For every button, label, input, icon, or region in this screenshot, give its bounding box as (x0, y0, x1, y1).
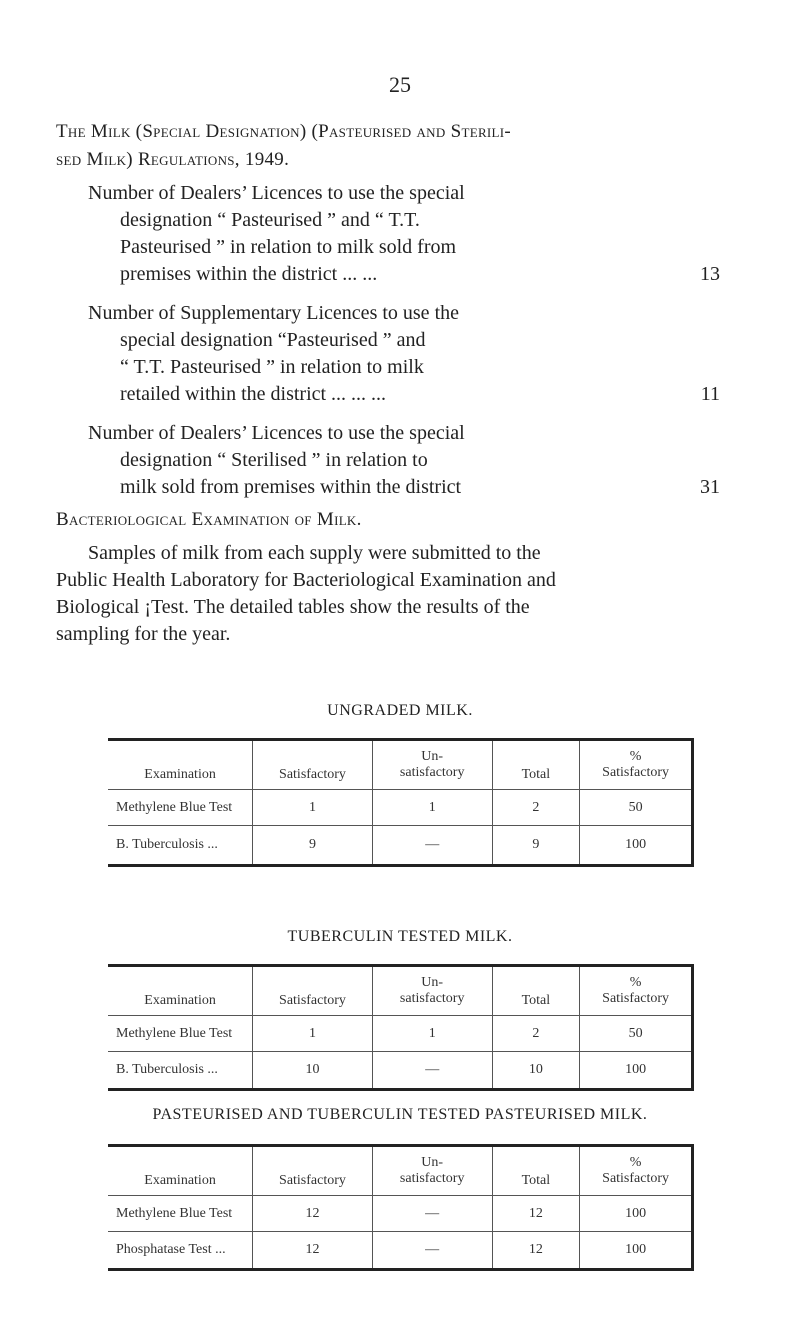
licence-item-text: milk sold from premises within the district (120, 476, 462, 498)
ungraded-milk-table (108, 738, 694, 867)
licence-item (88, 180, 720, 288)
table-cell: 1 (372, 790, 492, 826)
table-cell: 12 (253, 1196, 373, 1232)
table-cell: 100 (580, 1232, 693, 1270)
table-cell: 2 (492, 1016, 580, 1052)
regulations-heading-line: sed Milk) Regulations, 1949. (56, 149, 290, 170)
table-cell: Methylene Blue Test (108, 1016, 253, 1052)
table-row (108, 1232, 693, 1270)
paragraph-line: Samples of milk from each supply were submitted to the (88, 542, 541, 564)
table-cell: 10 (253, 1052, 373, 1090)
table-cell: 100 (580, 826, 693, 866)
table-cell: 1 (372, 1016, 492, 1052)
table-cell: B. Tuberculosis ... (108, 826, 253, 866)
licence-count: 11 (700, 383, 720, 405)
column-header: Total (492, 740, 580, 790)
table-row (108, 790, 693, 826)
column-header: Un- satisfactory (372, 966, 492, 1016)
table-row (108, 826, 693, 866)
licence-item-line: special designation “Pasteurised ” and (120, 329, 426, 351)
bacteriological-paragraph (56, 540, 776, 648)
table-cell: 1 (253, 1016, 373, 1052)
table-caption: UNGRADED MILK. (327, 702, 473, 719)
table-cell: 50 (580, 1016, 693, 1052)
table-row (108, 1016, 693, 1052)
table-cell: 10 (492, 1052, 580, 1090)
licence-item-line (88, 381, 720, 408)
column-header: Examination (108, 966, 253, 1016)
table-cell: 1 (253, 790, 373, 826)
column-header: Total (492, 1146, 580, 1196)
licence-item-line: designation “ Sterilised ” in relation to (120, 449, 428, 471)
page-number: 25 (389, 72, 411, 97)
licence-item-line: Number of Supplementary Licences to use the (88, 302, 459, 324)
table-header-row (108, 740, 693, 790)
column-header: Examination (108, 1146, 253, 1196)
table-cell: B. Tuberculosis ... (108, 1052, 253, 1090)
table-cell: 50 (580, 790, 693, 826)
paragraph-line: Biological ¡Test. The detailed tables show the results of the (56, 596, 530, 618)
licence-item-line: Number of Dealers’ Licences to use the special (88, 422, 465, 444)
licence-item (88, 420, 720, 501)
table-header-row (108, 1146, 693, 1196)
bacteriological-heading: Bacteriological Examination of Milk. (56, 509, 362, 530)
regulations-heading (56, 118, 776, 174)
table-cell: 100 (580, 1196, 693, 1232)
licence-count: 13 (700, 263, 720, 285)
licence-item-line: “ T.T. Pasteurised ” in relation to milk (120, 356, 424, 378)
licence-item-line: Number of Dealers’ Licences to use the special (88, 182, 465, 204)
table-cell: — (372, 1052, 492, 1090)
table-cell: Methylene Blue Test (108, 1196, 253, 1232)
table-cell: Phosphatase Test ... (108, 1232, 253, 1270)
table-cell: — (372, 1196, 492, 1232)
table-row (108, 1052, 693, 1090)
licence-item-line (88, 261, 720, 288)
table-row (108, 1196, 693, 1232)
column-header: Satisfactory (253, 1146, 373, 1196)
table-cell: 12 (492, 1232, 580, 1270)
column-header: % Satisfactory (580, 1146, 693, 1196)
licence-item-text: premises within the district ... ... (120, 263, 378, 285)
table-header-row (108, 966, 693, 1016)
regulations-heading-line: The Milk (Special Designation) (Pasteurised and Sterili- (56, 121, 512, 142)
table-cell: 12 (492, 1196, 580, 1232)
table-cell: — (372, 1232, 492, 1270)
table-cell: — (372, 826, 492, 866)
licence-count: 31 (700, 476, 720, 498)
table-caption: PASTEURISED AND TUBERCULIN TESTED PASTEURISED MILK. (152, 1106, 648, 1123)
licence-item-line: Pasteurised ” in relation to milk sold from (120, 236, 457, 258)
table-cell: 2 (492, 790, 580, 826)
licence-item-line: designation “ Pasteurised ” and “ T.T. (120, 209, 420, 231)
tuberculin-tested-milk-table (108, 964, 694, 1091)
table-caption: TUBERCULIN TESTED MILK. (287, 928, 513, 945)
column-header: Un- satisfactory (372, 1146, 492, 1196)
table-cell: 9 (253, 826, 373, 866)
licence-item-text: retailed within the district ... ... ... (120, 383, 387, 405)
table-cell: 12 (253, 1232, 373, 1270)
column-header: % Satisfactory (580, 966, 693, 1016)
column-header: Satisfactory (253, 966, 373, 1016)
pasteurised-milk-table (108, 1144, 694, 1271)
licence-item-line (88, 474, 720, 501)
licence-item (88, 300, 720, 408)
column-header: Un- satisfactory (372, 740, 492, 790)
table-cell: 100 (580, 1052, 693, 1090)
column-header: Total (492, 966, 580, 1016)
paragraph-line: Public Health Laboratory for Bacteriological Examination and (56, 569, 556, 591)
column-header: Examination (108, 740, 253, 790)
column-header: Satisfactory (253, 740, 373, 790)
paragraph-line: sampling for the year. (56, 623, 231, 645)
column-header: % Satisfactory (580, 740, 693, 790)
table-cell: Methylene Blue Test (108, 790, 253, 826)
table-cell: 9 (492, 826, 580, 866)
